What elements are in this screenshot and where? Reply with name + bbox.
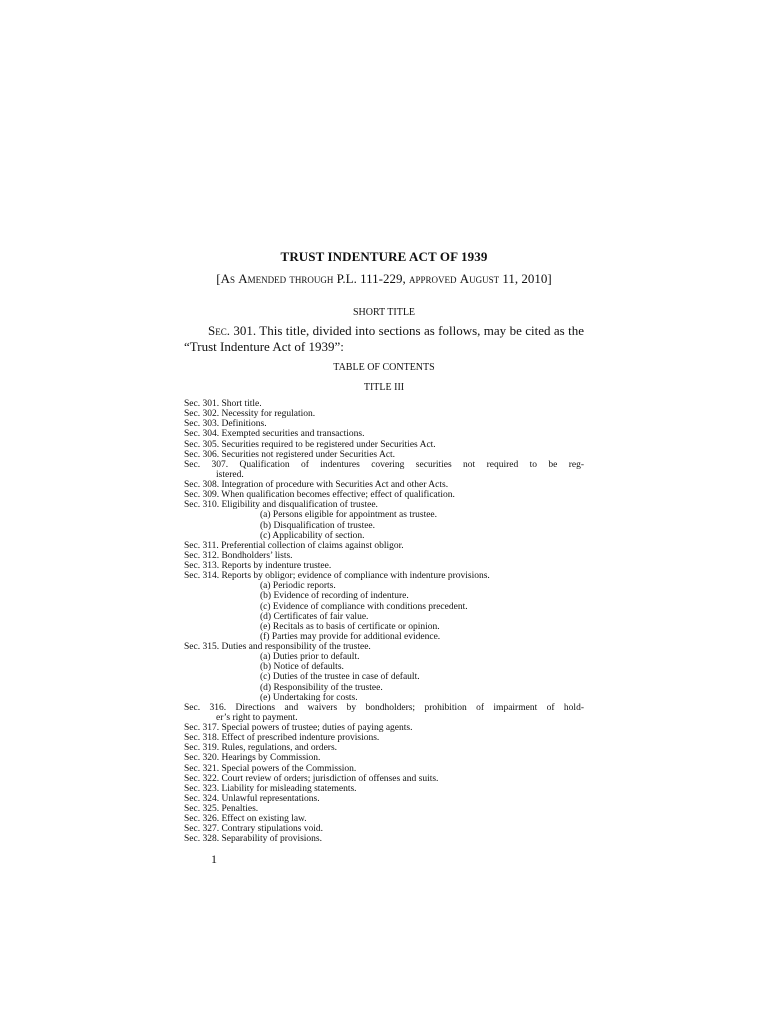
toc-entry: Sec. 308. Integration of procedure with Securities Act and other Acts.	[184, 480, 449, 490]
toc-entry: (f) Parties may provide for additional evidence.	[260, 631, 441, 642]
toc-entry: Sec. 323. Liability for misleading statements.	[184, 783, 357, 794]
toc-entry: (c) Duties of the trustee in case of default.	[260, 672, 420, 683]
section-301-text: This title, divided into sections as follows, may be cited as the “Trust Indenture Act of 1939”:	[184, 323, 585, 354]
toc-entry: Sec. 326. Effect on existing law.	[184, 814, 307, 825]
toc-entry: Sec. 324. Unlawful representations.	[184, 793, 320, 804]
toc-entry: Sec. 318. Effect of prescribed indenture provisions.	[184, 733, 380, 744]
toc-entry: Sec. 306. Securities not registered under Securities Act.	[184, 449, 396, 460]
toc-entry: (b) Disqualification of trustee.	[260, 520, 376, 531]
toc-entry: Sec. 321. Special powers of the Commission.	[184, 763, 357, 774]
toc-entry: Sec. 325. Penalties.	[184, 804, 259, 814]
toc-entry: Sec. 310. Eligibility and disqualification of trustee.	[184, 500, 378, 511]
toc-entry: (a) Duties prior to default.	[260, 652, 360, 663]
toc-entry: Sec. 328. Separability of provisions.	[184, 834, 322, 845]
toc-entry: Sec. 305. Securities required to be registered under Securities Act.	[184, 439, 436, 450]
page-number: 1	[211, 852, 217, 866]
toc-entry: er’s right to payment.	[216, 712, 298, 723]
amendment-open-bracket: [	[216, 271, 221, 286]
toc-entry: Sec. 302. Necessity for regulation.	[184, 409, 316, 420]
amendment-month: August	[459, 271, 500, 286]
toc-entry: Sec. 319. Rules, regulations, and orders.	[184, 743, 338, 754]
toc-entry: Sec. 311. Preferential collection of claims against obligor.	[184, 540, 404, 551]
toc-entry: Sec. 304. Exempted securities and transactions.	[184, 429, 365, 440]
toc-entry: (c) Evidence of compliance with conditions precedent.	[260, 601, 468, 612]
amendment-public-law: P.L. 111-229,	[336, 271, 406, 286]
toc-entry: Sec. 315. Duties and responsibility of the trustee.	[184, 642, 371, 652]
amendment-as: As	[220, 271, 235, 286]
amendment-through: through	[289, 271, 334, 286]
amendment-note	[0, 271, 768, 287]
toc-entry: Sec. 309. When qualification becomes effective; effect of qualification.	[184, 490, 455, 501]
toc-entry: Sec. 301. Short title.	[184, 399, 262, 409]
toc-entry: Sec. 316. Directions and waivers by bondholders; prohibition of impairment of hold-	[184, 702, 584, 713]
amendment-approved: approved	[408, 271, 457, 286]
toc-entry: (d) Responsibility of the trustee.	[260, 682, 383, 693]
table-of-contents-heading: TABLE OF CONTENTS	[333, 362, 435, 373]
toc-entry: (b) Notice of defaults.	[260, 662, 344, 673]
section-301-paragraph	[184, 323, 584, 355]
table-of-contents-list	[184, 399, 584, 845]
toc-entry: (b) Evidence of recording of indenture.	[260, 591, 409, 602]
short-title-heading: SHORT TITLE	[352, 307, 416, 318]
toc-entry: Sec. 322. Court review of orders; jurisdiction of offenses and suits.	[184, 773, 439, 784]
toc-entry: Sec. 317. Special powers of trustee; duties of paying agents.	[184, 723, 413, 733]
toc-entry: (a) Periodic reports.	[260, 581, 336, 592]
toc-entry: (a) Persons eligible for appointment as trustee.	[260, 510, 438, 521]
toc-entry: istered.	[216, 469, 244, 480]
toc-entry: (c) Applicability of section.	[260, 530, 365, 541]
toc-entry: (e) Undertaking for costs.	[260, 692, 358, 703]
toc-entry: Sec. 320. Hearings by Commission.	[184, 753, 321, 764]
toc-entry: Sec. 327. Contrary stipulations void.	[184, 824, 324, 835]
toc-entry: Sec. 303. Definitions.	[184, 419, 267, 430]
toc-entry: (d) Certificates of fair value.	[260, 611, 369, 622]
toc-entry: Sec. 313. Reports by indenture trustee.	[184, 561, 332, 571]
document-title: TRUST INDENTURE ACT OF 1939	[280, 249, 488, 264]
title-iii-heading: TITLE III	[363, 382, 405, 393]
section-301-label: Sec. 301.	[208, 323, 257, 338]
toc-entry: Sec. 314. Reports by obligor; evidence of compliance with indenture provisions.	[184, 571, 490, 582]
toc-entry: Sec. 312. Bondholders’ lists.	[184, 550, 293, 561]
toc-entry: (e) Recitals as to basis of certificate or opinion.	[260, 621, 440, 632]
amendment-date-rest: 11, 2010]	[502, 271, 552, 286]
toc-entry: Sec. 307. Qualification of indentures covering securities not required to be reg-	[184, 459, 584, 470]
amendment-amended: Amended	[238, 271, 287, 286]
